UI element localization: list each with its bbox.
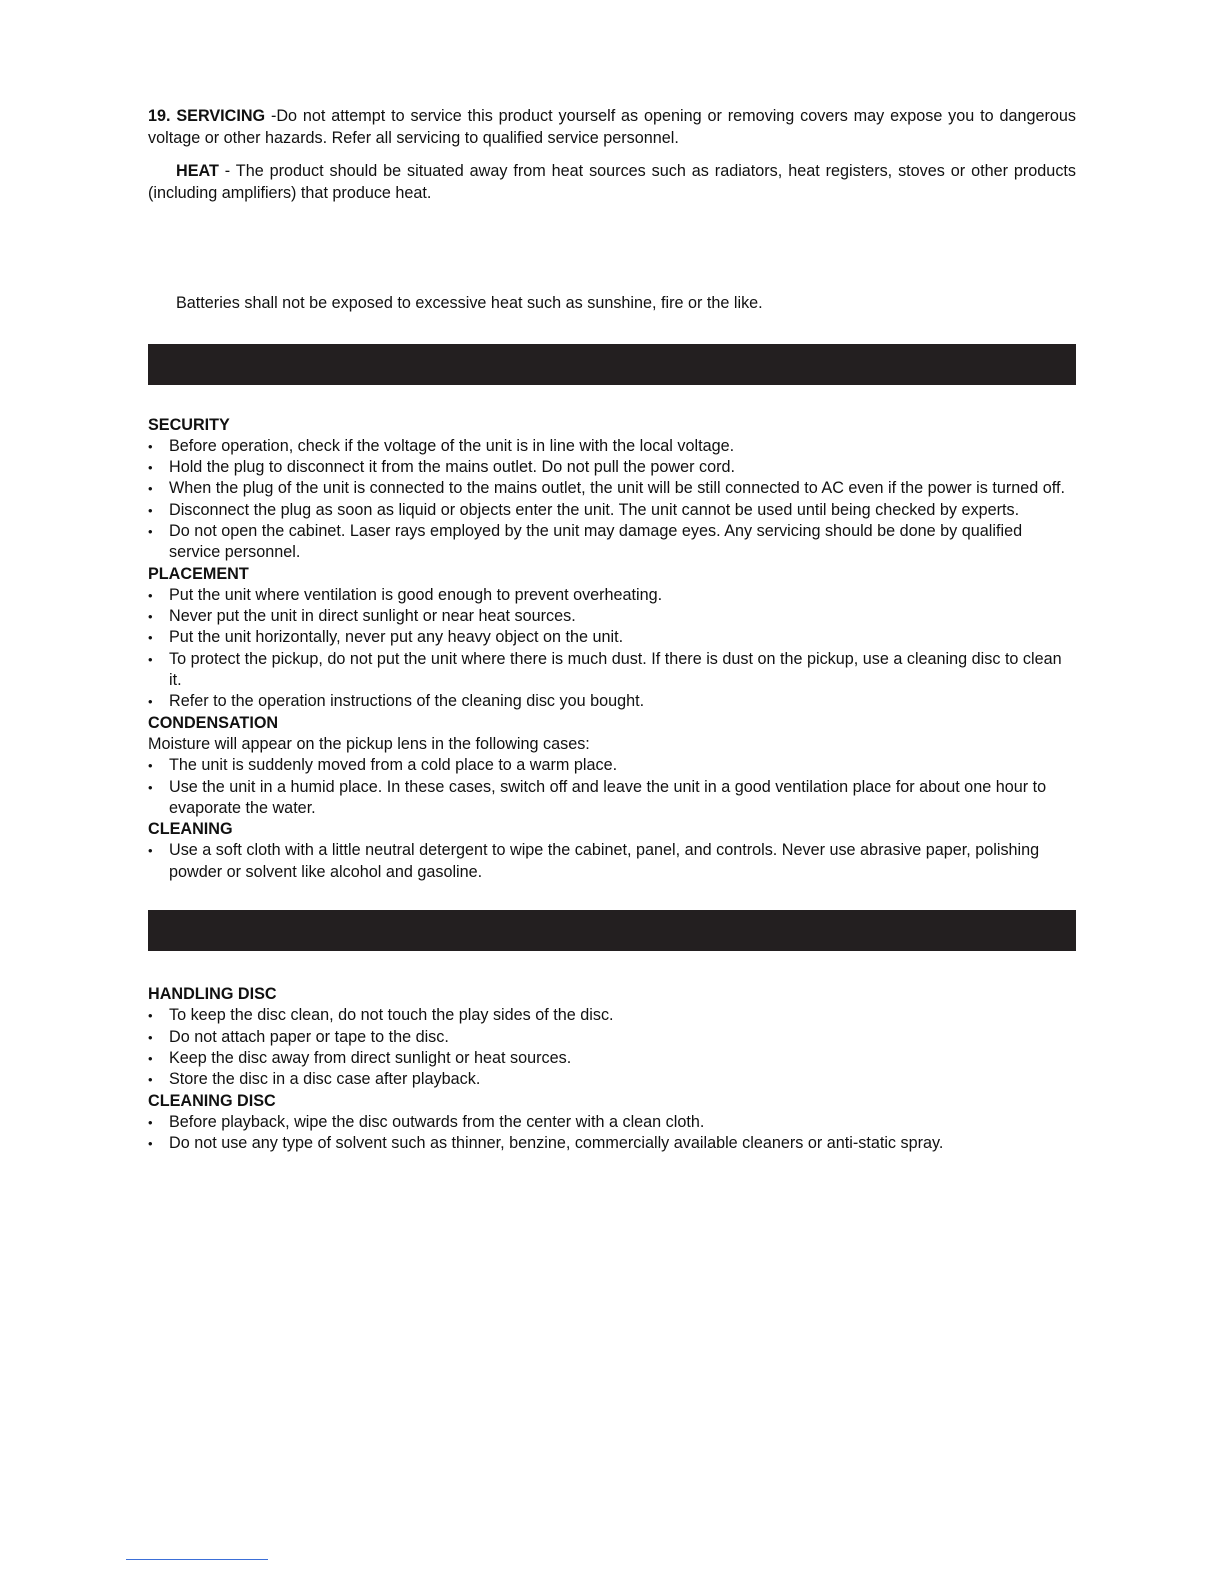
section-title-security: SECURITY <box>148 415 230 434</box>
list-item: • To protect the pickup, do not put the unit where there is much dust. If there is dust on the pickup, use a cleaning disc to clean it. <box>148 649 1076 692</box>
list-item: • Do not use any type of solvent such as thinner, benzine, commercially available cleaners or anti-static spray. <box>148 1133 1076 1154</box>
section-title-handling-disc: HANDLING DISC <box>148 985 277 1004</box>
section-title-placement: PLACEMENT <box>148 564 249 583</box>
list-item: • Never put the unit in direct sunlight or near heat sources. <box>148 606 1076 627</box>
security-list <box>148 436 1076 564</box>
disc-sections <box>148 984 1076 1154</box>
document-page <box>148 106 1076 1154</box>
list-item: • Before playback, wipe the disc outwards from the center with a clean cloth. <box>148 1112 1076 1133</box>
list-item: • Use a soft cloth with a little neutral detergent to wipe the cabinet, panel, and controls. Never use abrasive paper, polishing powder or solvent like alcohol and gasoline. <box>148 840 1076 883</box>
list-item: • Store the disc in a disc case after playback. <box>148 1069 1076 1090</box>
list-item: • The unit is suddenly moved from a cold place to a warm place. <box>148 755 1076 776</box>
heat-label: HEAT <box>176 162 219 180</box>
battery-paragraph: Batteries shall not be exposed to excessive heat such as sunshine, fire or the like. <box>176 294 763 312</box>
heat-text: - The product should be situated away from heat sources such as radiators, heat registers, stoves or other products (including amplifiers) that produce heat. <box>148 162 1076 202</box>
section-bar-disc <box>148 910 1076 951</box>
servicing-label: 19. SERVICING <box>148 107 266 125</box>
list-item: • Put the unit where ventilation is good enough to prevent overheating. <box>148 585 1076 606</box>
condensation-list <box>148 755 1076 819</box>
list-item: • Refer to the operation instructions of the cleaning disc you bought. <box>148 691 1076 712</box>
section-title-condensation: CONDENSATION <box>148 713 279 732</box>
list-item: • Do not open the cabinet. Laser rays employed by the unit may damage eyes. Any servicing should be done by qualified service personnel. <box>148 521 1076 564</box>
section-bar-precautions <box>148 344 1076 385</box>
list-item: • Keep the disc away from direct sunlight or heat sources. <box>148 1048 1076 1069</box>
list-item: • To keep the disc clean, do not touch the play sides of the disc. <box>148 1005 1076 1026</box>
list-item: • Hold the plug to disconnect it from the mains outlet. Do not pull the power cord. <box>148 457 1076 478</box>
list-item: • Disconnect the plug as soon as liquid or objects enter the unit. The unit cannot be used until being checked by experts. <box>148 500 1076 521</box>
list-item: • Before operation, check if the voltage of the unit is in line with the local voltage. <box>148 436 1076 457</box>
list-item: • Do not attach paper or tape to the disc. <box>148 1027 1076 1048</box>
condensation-intro: Moisture will appear on the pickup lens in the following cases: <box>148 734 590 753</box>
list-item: • When the plug of the unit is connected to the mains outlet, the unit will be still connected to AC even if the power is turned off. <box>148 478 1076 499</box>
footer-rule <box>126 1559 268 1560</box>
handling-disc-list <box>148 1005 1076 1090</box>
placement-list <box>148 585 1076 713</box>
list-item: • Put the unit horizontally, never put any heavy object on the unit. <box>148 627 1076 648</box>
cleaning-disc-list <box>148 1112 1076 1155</box>
servicing-text: -Do not attempt to service this product yourself as opening or removing covers may expose you to dangerous voltage or other hazards. Refer all servicing to qualified service personnel. <box>148 107 1076 147</box>
cleaning-list <box>148 840 1076 883</box>
section-title-cleaning: CLEANING <box>148 820 233 839</box>
heat-paragraph <box>148 161 1076 204</box>
section-title-cleaning-disc: CLEANING DISC <box>148 1091 276 1110</box>
precautions-sections <box>148 415 1076 884</box>
servicing-paragraph <box>148 106 1076 149</box>
list-item: • Use the unit in a humid place. In these cases, switch off and leave the unit in a good ventilation place for about one hour to evaporate the water. <box>148 777 1076 820</box>
